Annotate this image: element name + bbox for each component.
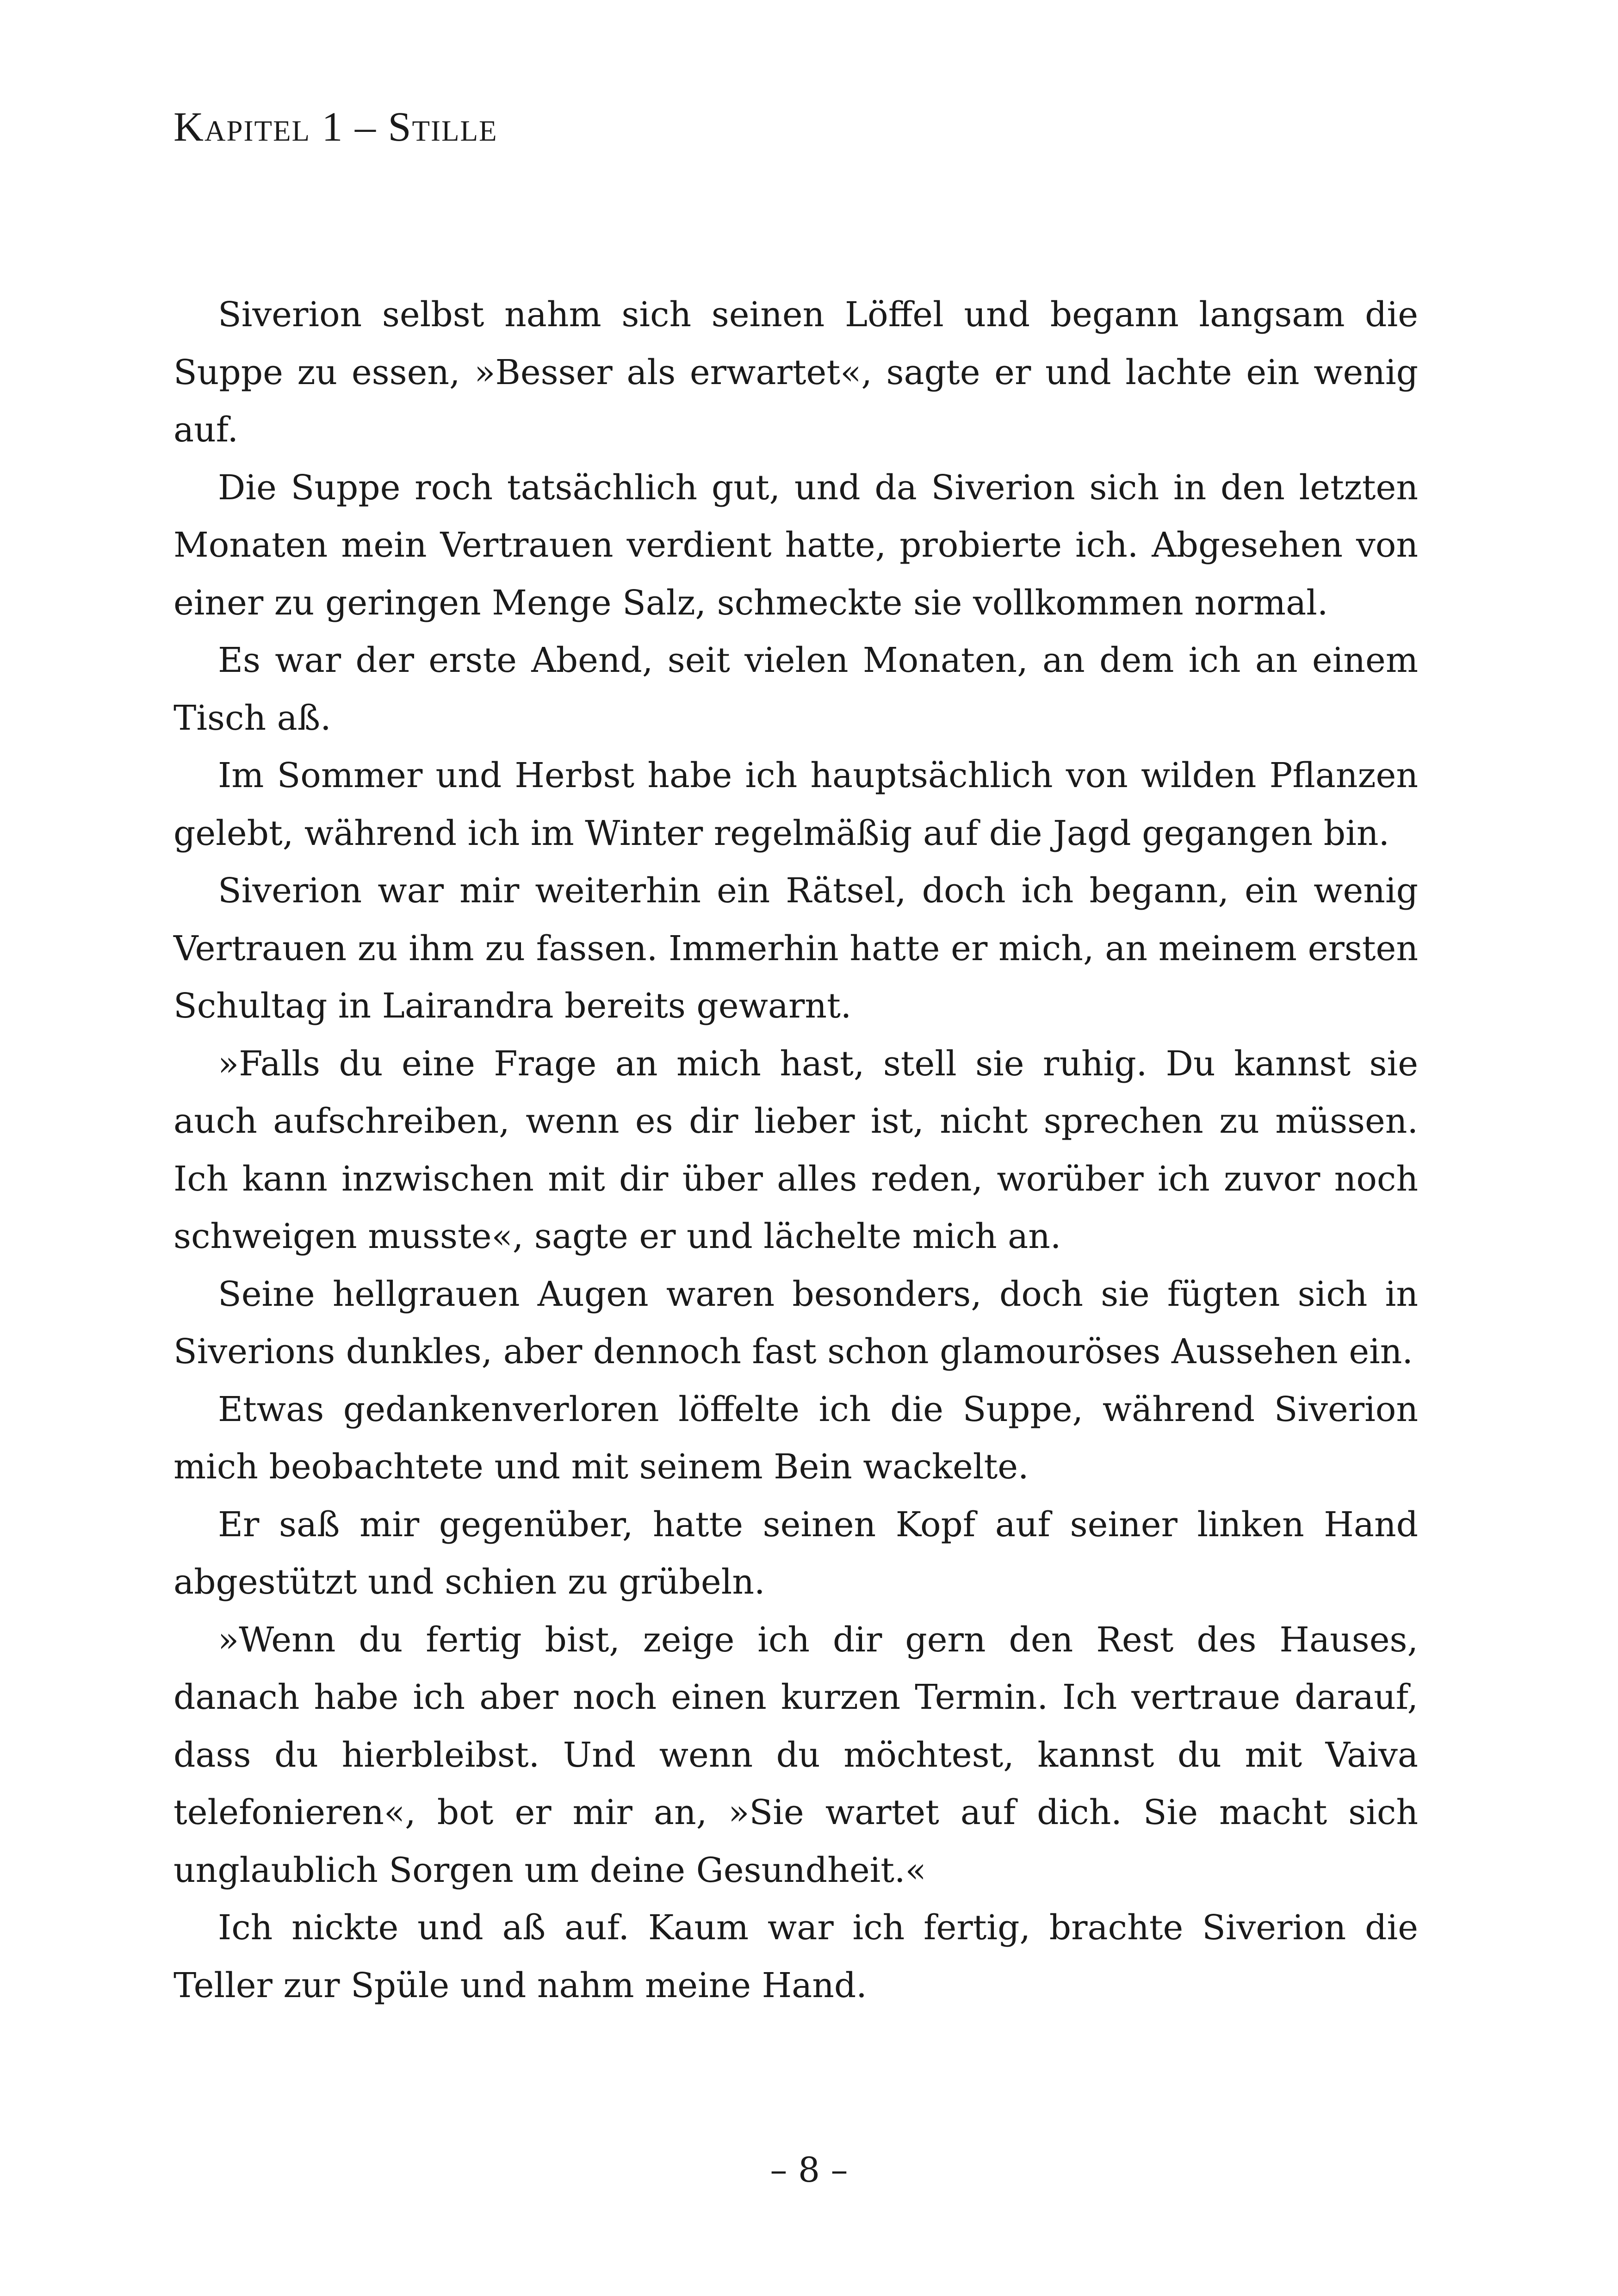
paragraph: Er saß mir gegenüber, hatte seinen Kopf auf seiner linken Hand abgestützt und schien zu grübeln.	[174, 1504, 1418, 1602]
paragraph: Siverion selbst nahm sich seinen Löffel und begann langsam die Suppe zu essen, »Besser als erwartet«, sagte er und lachte ein wenig auf.	[174, 295, 1418, 450]
paragraph: Etwas gedankenverloren löffelte ich die Suppe, während Siverion mich beobachtete und mit seinem Bein wackelte.	[174, 1389, 1418, 1487]
paragraph: Es war der erste Abend, seit vielen Monaten, an dem ich an einem Tisch aß.	[174, 640, 1418, 738]
page-number: – 8 –	[770, 2150, 848, 2190]
paragraph: »Wenn du fertig bist, zeige ich dir gern den Rest des Hauses, danach habe ich aber noch einen kurzen Termin. Ich vertraue darauf, dass du hierbleibst. Und wenn du möchtest, kannst du mit Vaiva telefonieren«, bot er mir an, »Sie wartet auf dich. Sie macht sich unglaublich Sorgen um deine Gesundheit.«	[174, 1620, 1418, 1890]
paragraph: »Falls du eine Frage an mich hast, stell sie ruhig. Du kannst sie auch aufschreiben, wenn es dir lieber ist, nicht sprechen zu müssen. Ich kann inzwischen mit dir über alles reden, worüber ich zuvor noch schweigen musste«, sagte er und lächelte mich an.	[174, 1043, 1418, 1256]
paragraph: Seine hellgrauen Augen waren besonders, doch sie fügten sich in Siverions dunkles, aber dennoch fast schon glamouröses Aussehen ein.	[174, 1274, 1418, 1371]
paragraph: Im Sommer und Herbst habe ich hauptsächlich von wilden Pflanzen gelebt, während ich im Winter regelmäßig auf die Jagd gegangen bin.	[174, 756, 1418, 853]
body-text	[174, 286, 1418, 2014]
paragraph: Die Suppe roch tatsächlich gut, und da Siverion sich in den letzten Monaten mein Vertrauen verdient hatte, probierte ich. Abgesehen von einer zu geringen Menge Salz, schmeckte sie vollkommen normal.	[174, 467, 1418, 623]
running-head: Kapitel 1 – Stille	[174, 104, 498, 150]
paragraph: Ich nickte und aß auf. Kaum war ich fertig, brachte Siverion die Teller zur Spüle und nahm meine Hand.	[174, 1908, 1418, 2005]
paragraph: Siverion war mir weiterhin ein Rätsel, doch ich begann, ein wenig Vertrauen zu ihm zu fassen. Immerhin hatte er mich, an meinem ersten Schultag in Lairandra bereits gewarnt.	[174, 871, 1418, 1026]
